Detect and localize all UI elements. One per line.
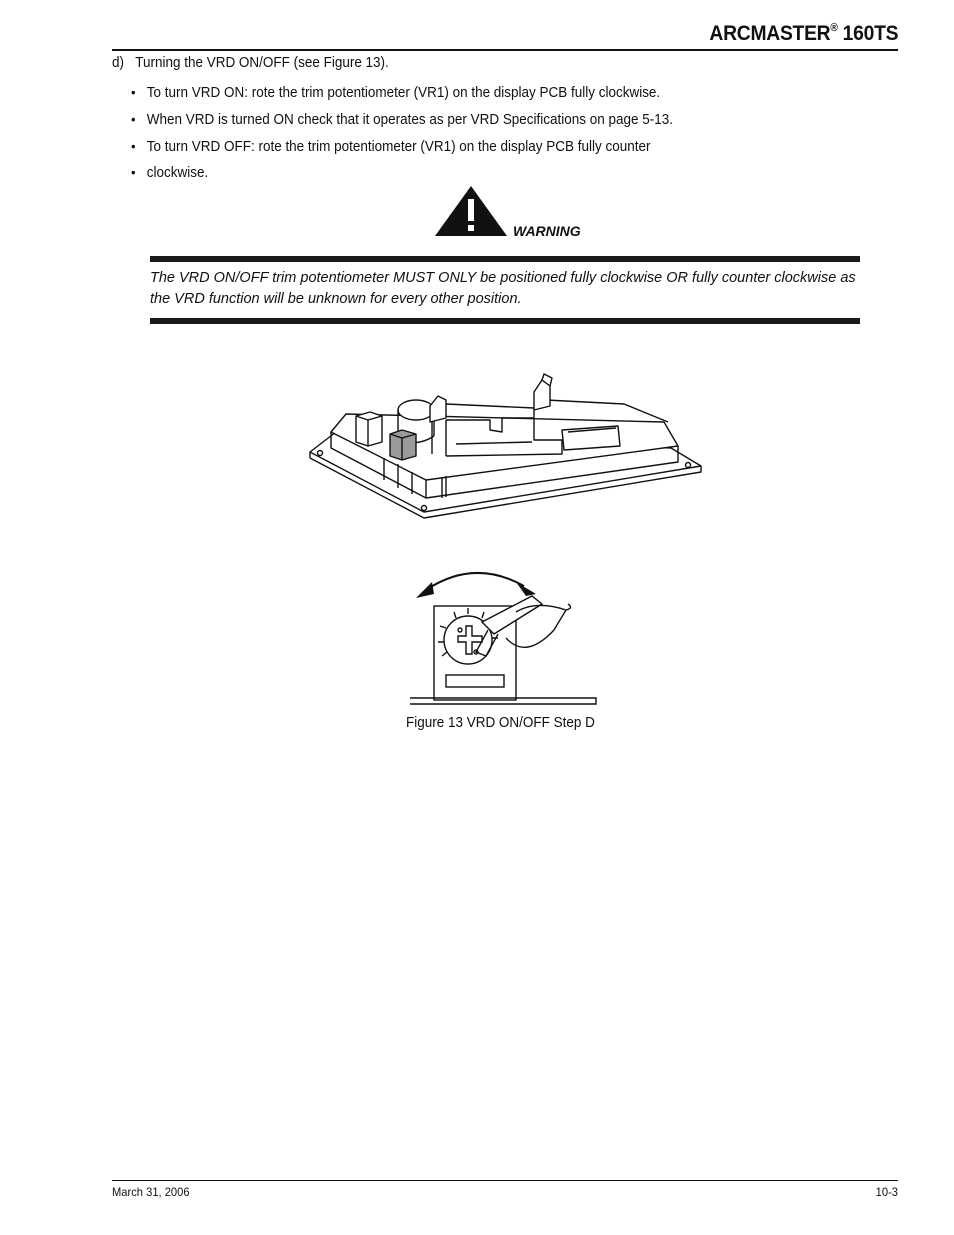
step-heading [112, 54, 389, 72]
warning-label: WARNING [513, 223, 581, 239]
warning-icon [433, 184, 509, 238]
pcb-illustration [306, 370, 706, 525]
figure-caption: Figure 13 VRD ON/OFF Step D [406, 715, 595, 731]
header-rule [112, 49, 898, 51]
step-label: d) [112, 55, 125, 71]
list-item [131, 163, 208, 182]
bullet-marker: • [131, 84, 136, 100]
list-item [131, 137, 650, 156]
document-title [709, 22, 898, 46]
bullet-marker: • [131, 164, 136, 180]
step-text: Turning the VRD ON/OFF (see Figure 13). [135, 55, 389, 71]
warning-text: The VRD ON/OFF trim potentiometer MUST ONLY be positioned fully clockwise OR fully counter clockwise as the VRD function will be unknown for every other position. [150, 270, 856, 307]
model-name: 160TS [842, 22, 898, 45]
bullet-text: clockwise. [146, 165, 209, 181]
footer-rule [112, 1180, 898, 1181]
bullet-text: To turn VRD OFF: rote the trim potentiometer (VR1) on the display PCB fully counter [146, 139, 651, 155]
footer-page-number: 10-3 [875, 1185, 898, 1199]
list-item [131, 110, 673, 129]
bullet-text: To turn VRD ON: rote the trim potentiometer (VR1) on the display PCB fully clockwise. [146, 85, 661, 101]
trimpot-adjust-illustration [406, 564, 600, 708]
warning-bottom-bar [150, 318, 860, 324]
footer-date: March 31, 2006 [112, 1185, 190, 1199]
warning-top-bar [150, 256, 860, 262]
bullet-marker: • [131, 138, 136, 154]
brand-name: ARCMASTER [709, 22, 831, 45]
bullet-marker: • [131, 111, 136, 127]
registered-mark: ® [830, 22, 838, 34]
list-item [131, 83, 660, 102]
bullet-text: When VRD is turned ON check that it operates as per VRD Specifications on page 5-13. [146, 112, 674, 128]
